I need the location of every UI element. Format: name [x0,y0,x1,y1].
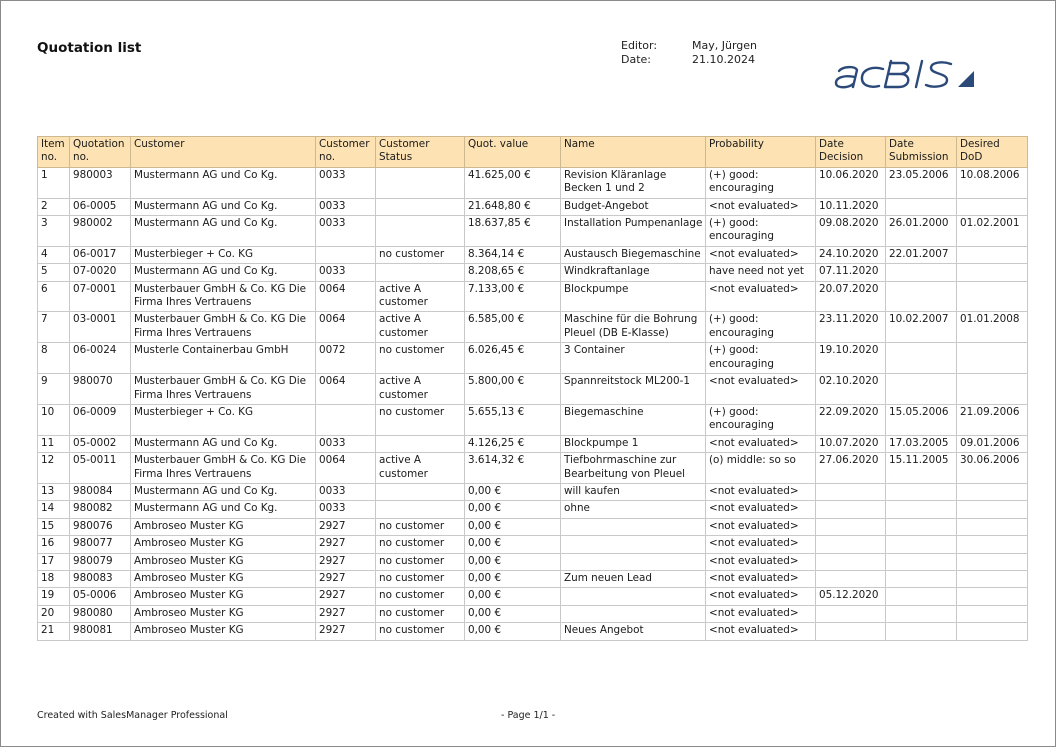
cell-date-decision [816,553,886,570]
cell-quot-value: 5.655,13 € [465,404,561,435]
footer-created-with: Created with SalesManager Professional [37,710,228,721]
col-header-date-submission: Date Submission [886,137,957,168]
cell-quotation-no: 980081 [70,623,131,640]
cell-probability: (+) good: encouraging [706,216,816,247]
cell-name: Budget-Angebot [561,198,706,215]
table-row [38,281,1028,312]
cell-probability: <not evaluated> [706,198,816,215]
cell-quotation-no: 07-0020 [70,264,131,281]
col-header-customer: Customer [131,137,316,168]
cell-date-decision [816,483,886,500]
cell-probability: <not evaluated> [706,605,816,622]
cell-item-no: 14 [38,501,70,518]
cell-name: Spannreitstock ML200-1 [561,374,706,405]
cell-desired-dod [957,553,1028,570]
cell-date-decision: 07.11.2020 [816,264,886,281]
cell-customer-no: 2927 [316,553,376,570]
table-row [38,623,1028,640]
cell-customer-status: no customer [376,404,465,435]
cell-item-no: 8 [38,343,70,374]
cell-desired-dod [957,518,1028,535]
cell-customer-status: no customer [376,536,465,553]
col-header-quotation-no: Quotation no. [70,137,131,168]
table-row [38,453,1028,484]
cell-quot-value: 0,00 € [465,605,561,622]
cell-date-submission: 15.11.2005 [886,453,957,484]
cell-customer: Mustermann AG und Co Kg. [131,216,316,247]
cell-customer-no: 2927 [316,605,376,622]
cell-quotation-no: 980083 [70,570,131,587]
col-header-name: Name [561,137,706,168]
cell-customer: Ambroseo Muster KG [131,605,316,622]
cell-probability: (+) good: encouraging [706,343,816,374]
cell-desired-dod: 10.08.2006 [957,167,1028,198]
cell-customer: Ambroseo Muster KG [131,623,316,640]
cell-item-no: 3 [38,216,70,247]
cell-date-submission [886,518,957,535]
cell-desired-dod [957,588,1028,605]
cell-customer: Musterbauer GmbH & Co. KG Die Firma Ihres Vertrauens [131,281,316,312]
cell-name: Austausch Biegemaschine [561,246,706,263]
cell-probability: <not evaluated> [706,246,816,263]
cell-date-decision: 20.07.2020 [816,281,886,312]
cell-customer: Ambroseo Muster KG [131,588,316,605]
cell-customer: Mustermann AG und Co Kg. [131,501,316,518]
cell-quot-value: 0,00 € [465,483,561,500]
cell-customer-no: 2927 [316,588,376,605]
cell-customer-no: 2927 [316,536,376,553]
cell-quotation-no: 05-0011 [70,453,131,484]
table-row [38,483,1028,500]
cell-customer: Musterbieger + Co. KG [131,404,316,435]
cell-probability: <not evaluated> [706,553,816,570]
cell-quot-value: 0,00 € [465,588,561,605]
col-header-item-no: Item no. [38,137,70,168]
cell-customer-no [316,246,376,263]
cell-date-submission: 23.05.2006 [886,167,957,198]
cell-customer-no: 0064 [316,453,376,484]
cell-name: Maschine für die Bohrung Pleuel (DB E-Klasse) [561,312,706,343]
cell-customer-no: 0033 [316,483,376,500]
cell-probability: <not evaluated> [706,435,816,452]
footer-page-number: - Page 1/1 - [501,710,556,721]
table-row [38,501,1028,518]
cell-desired-dod: 30.06.2006 [957,453,1028,484]
cell-date-submission [886,501,957,518]
cell-date-submission [886,605,957,622]
cell-quotation-no: 05-0002 [70,435,131,452]
cell-customer: Mustermann AG und Co Kg. [131,435,316,452]
cell-item-no: 9 [38,374,70,405]
cell-customer-no: 0064 [316,281,376,312]
cell-quot-value: 0,00 € [465,518,561,535]
table-row [38,518,1028,535]
cell-item-no: 10 [38,404,70,435]
cell-customer-no: 0033 [316,198,376,215]
cell-quot-value: 0,00 € [465,553,561,570]
cell-date-submission [886,623,957,640]
cell-quot-value: 4.126,25 € [465,435,561,452]
cell-date-submission: 17.03.2005 [886,435,957,452]
report-title: Quotation list [37,40,142,56]
cell-quotation-no: 980079 [70,553,131,570]
cell-date-decision [816,501,886,518]
cell-customer: Musterbieger + Co. KG [131,246,316,263]
cell-desired-dod [957,483,1028,500]
cell-date-decision: 10.07.2020 [816,435,886,452]
cell-date-decision [816,518,886,535]
cell-desired-dod [957,264,1028,281]
cell-desired-dod: 09.01.2006 [957,435,1028,452]
cell-name [561,518,706,535]
cell-quot-value: 8.364,14 € [465,246,561,263]
cell-date-submission [886,198,957,215]
cell-date-decision: 10.11.2020 [816,198,886,215]
cell-desired-dod [957,570,1028,587]
cell-desired-dod [957,281,1028,312]
cell-probability: <not evaluated> [706,518,816,535]
cell-date-decision: 02.10.2020 [816,374,886,405]
table-row [38,536,1028,553]
logo-triangle-mark [958,71,974,87]
cell-customer-no: 2927 [316,570,376,587]
table-row [38,570,1028,587]
cell-date-submission: 26.01.2000 [886,216,957,247]
cell-probability: <not evaluated> [706,588,816,605]
table-row [38,246,1028,263]
cell-probability: <not evaluated> [706,281,816,312]
cell-customer: Mustermann AG und Co Kg. [131,483,316,500]
cell-probability: <not evaluated> [706,570,816,587]
table-row [38,264,1028,281]
cell-customer-status: no customer [376,553,465,570]
cell-quotation-no: 03-0001 [70,312,131,343]
cell-quotation-no: 06-0024 [70,343,131,374]
cell-item-no: 13 [38,483,70,500]
cell-customer-status [376,501,465,518]
cell-quot-value: 5.800,00 € [465,374,561,405]
cell-date-decision: 19.10.2020 [816,343,886,374]
cell-date-submission [886,536,957,553]
cell-customer-no: 2927 [316,518,376,535]
cell-name [561,553,706,570]
cell-probability: <not evaluated> [706,374,816,405]
cell-customer: Musterbauer GmbH & Co. KG Die Firma Ihres Vertrauens [131,374,316,405]
cell-item-no: 11 [38,435,70,452]
cell-desired-dod [957,623,1028,640]
cell-name: will kaufen [561,483,706,500]
cell-name: Blockpumpe 1 [561,435,706,452]
cell-customer-status [376,216,465,247]
table-row [38,404,1028,435]
cell-quot-value: 21.648,80 € [465,198,561,215]
cell-date-submission [886,553,957,570]
cell-quotation-no: 07-0001 [70,281,131,312]
cell-item-no: 18 [38,570,70,587]
table-row [38,216,1028,247]
cell-name: Blockpumpe [561,281,706,312]
cell-customer-status [376,167,465,198]
cell-date-decision [816,536,886,553]
cell-probability: <not evaluated> [706,501,816,518]
cell-customer-status: no customer [376,343,465,374]
cell-quotation-no: 980080 [70,605,131,622]
cell-quotation-no: 980077 [70,536,131,553]
cell-date-submission: 22.01.2007 [886,246,957,263]
cell-desired-dod [957,536,1028,553]
cell-customer-no: 0072 [316,343,376,374]
cell-quotation-no: 06-0009 [70,404,131,435]
cell-quot-value: 8.208,65 € [465,264,561,281]
cell-customer-status: active A customer [376,374,465,405]
cell-desired-dod [957,605,1028,622]
quotation-table [37,136,1028,641]
cell-name: Neues Angebot [561,623,706,640]
cell-customer-status: no customer [376,518,465,535]
cell-item-no: 1 [38,167,70,198]
col-header-date-decision: Date Decision [816,137,886,168]
cell-desired-dod: 01.02.2001 [957,216,1028,247]
cell-probability: (o) middle: so so [706,453,816,484]
cell-date-submission: 10.02.2007 [886,312,957,343]
cell-date-decision: 09.08.2020 [816,216,886,247]
date-value: 21.10.2024 [692,53,755,66]
cell-quot-value: 18.637,85 € [465,216,561,247]
cell-customer-no: 0033 [316,216,376,247]
cell-name: ohne [561,501,706,518]
cell-desired-dod: 21.09.2006 [957,404,1028,435]
cell-customer-status [376,198,465,215]
cell-quotation-no: 05-0006 [70,588,131,605]
cell-probability: (+) good: encouraging [706,404,816,435]
cell-desired-dod [957,374,1028,405]
cell-date-decision [816,570,886,587]
cell-customer-status [376,483,465,500]
cell-customer-no: 0033 [316,167,376,198]
cell-customer: Musterbauer GmbH & Co. KG Die Firma Ihres Vertrauens [131,453,316,484]
cell-desired-dod [957,198,1028,215]
cell-item-no: 17 [38,553,70,570]
cell-quot-value: 0,00 € [465,623,561,640]
cell-name: Installation Pumpenanlage [561,216,706,247]
table-row [38,553,1028,570]
cell-customer-status: active A customer [376,312,465,343]
cell-name: Revision Kläranlage Becken 1 und 2 [561,167,706,198]
cell-name [561,605,706,622]
cell-date-submission [886,588,957,605]
cell-item-no: 21 [38,623,70,640]
cell-quot-value: 41.625,00 € [465,167,561,198]
cell-item-no: 7 [38,312,70,343]
cell-customer-status: no customer [376,246,465,263]
cell-probability: have need not yet [706,264,816,281]
cell-probability: <not evaluated> [706,623,816,640]
cell-item-no: 5 [38,264,70,281]
cell-customer-no: 0033 [316,501,376,518]
report-meta [621,39,757,67]
cell-quotation-no: 06-0005 [70,198,131,215]
cell-customer-status [376,435,465,452]
cell-item-no: 6 [38,281,70,312]
table-row [38,312,1028,343]
cell-customer: Musterbauer GmbH & Co. KG Die Firma Ihres Vertrauens [131,312,316,343]
cell-date-submission [886,570,957,587]
col-header-quot-value: Quot. value [465,137,561,168]
cell-quot-value: 0,00 € [465,570,561,587]
editor-label: Editor: [621,39,658,52]
table-row [38,588,1028,605]
col-header-probability: Probability [706,137,816,168]
cell-date-decision: 24.10.2020 [816,246,886,263]
cell-quotation-no: 06-0017 [70,246,131,263]
acbis-logo [833,57,979,93]
cell-item-no: 16 [38,536,70,553]
cell-probability: <not evaluated> [706,483,816,500]
cell-customer-status: active A customer [376,453,465,484]
table-row [38,605,1028,622]
cell-desired-dod [957,246,1028,263]
cell-probability: (+) good: encouraging [706,312,816,343]
cell-date-decision [816,623,886,640]
cell-date-decision: 10.06.2020 [816,167,886,198]
cell-customer-no: 0064 [316,374,376,405]
cell-customer-status: no customer [376,588,465,605]
cell-name: Biegemaschine [561,404,706,435]
cell-customer-status: active A customer [376,281,465,312]
cell-quotation-no: 980076 [70,518,131,535]
cell-name: 3 Container [561,343,706,374]
cell-quot-value: 7.133,00 € [465,281,561,312]
cell-quot-value: 6.585,00 € [465,312,561,343]
cell-date-decision: 27.06.2020 [816,453,886,484]
cell-date-submission [886,264,957,281]
cell-customer-status: no customer [376,623,465,640]
cell-customer: Musterle Containerbau GmbH [131,343,316,374]
cell-date-decision: 22.09.2020 [816,404,886,435]
table-row [38,374,1028,405]
table-row [38,343,1028,374]
col-header-desired-dod: Desired DoD [957,137,1028,168]
table-row [38,167,1028,198]
cell-item-no: 4 [38,246,70,263]
cell-quot-value: 0,00 € [465,501,561,518]
cell-quot-value: 0,00 € [465,536,561,553]
cell-desired-dod [957,343,1028,374]
cell-name: Zum neuen Lead [561,570,706,587]
col-header-customer-no: Customer no. [316,137,376,168]
cell-customer: Ambroseo Muster KG [131,536,316,553]
cell-customer-status: no customer [376,570,465,587]
cell-customer-no: 2927 [316,623,376,640]
cell-date-submission [886,281,957,312]
cell-date-submission: 15.05.2006 [886,404,957,435]
cell-customer-no: 0064 [316,312,376,343]
cell-quot-value: 3.614,32 € [465,453,561,484]
cell-quotation-no: 980084 [70,483,131,500]
table-header-row [38,137,1028,168]
cell-quotation-no: 980070 [70,374,131,405]
cell-customer: Ambroseo Muster KG [131,570,316,587]
cell-desired-dod: 01.01.2008 [957,312,1028,343]
cell-item-no: 2 [38,198,70,215]
cell-date-submission [886,343,957,374]
cell-desired-dod [957,501,1028,518]
date-label: Date: [621,53,651,66]
cell-item-no: 15 [38,518,70,535]
cell-customer-no: 0033 [316,435,376,452]
cell-name: Tiefbohrmaschine zur Bearbeitung von Pleuel [561,453,706,484]
cell-quotation-no: 980003 [70,167,131,198]
cell-customer-no: 0033 [316,264,376,281]
cell-date-decision [816,605,886,622]
cell-probability: <not evaluated> [706,536,816,553]
cell-date-submission [886,374,957,405]
cell-date-decision: 23.11.2020 [816,312,886,343]
cell-customer: Mustermann AG und Co Kg. [131,264,316,281]
cell-customer-status: no customer [376,605,465,622]
editor-value: May, Jürgen [692,39,758,52]
cell-name [561,536,706,553]
table-row [38,435,1028,452]
cell-customer: Ambroseo Muster KG [131,518,316,535]
cell-quotation-no: 980082 [70,501,131,518]
cell-item-no: 20 [38,605,70,622]
table-row [38,198,1028,215]
table-body [38,167,1028,640]
cell-name: Windkraftanlage [561,264,706,281]
cell-customer-status [376,264,465,281]
cell-item-no: 12 [38,453,70,484]
cell-customer: Mustermann AG und Co Kg. [131,198,316,215]
cell-customer-no [316,404,376,435]
col-header-customer-status: Customer Status [376,137,465,168]
cell-quot-value: 6.026,45 € [465,343,561,374]
cell-quotation-no: 980002 [70,216,131,247]
cell-name [561,588,706,605]
cell-probability: (+) good: encouraging [706,167,816,198]
cell-customer: Ambroseo Muster KG [131,553,316,570]
cell-item-no: 19 [38,588,70,605]
cell-date-submission [886,483,957,500]
cell-date-decision: 05.12.2020 [816,588,886,605]
cell-customer: Mustermann AG und Co Kg. [131,167,316,198]
